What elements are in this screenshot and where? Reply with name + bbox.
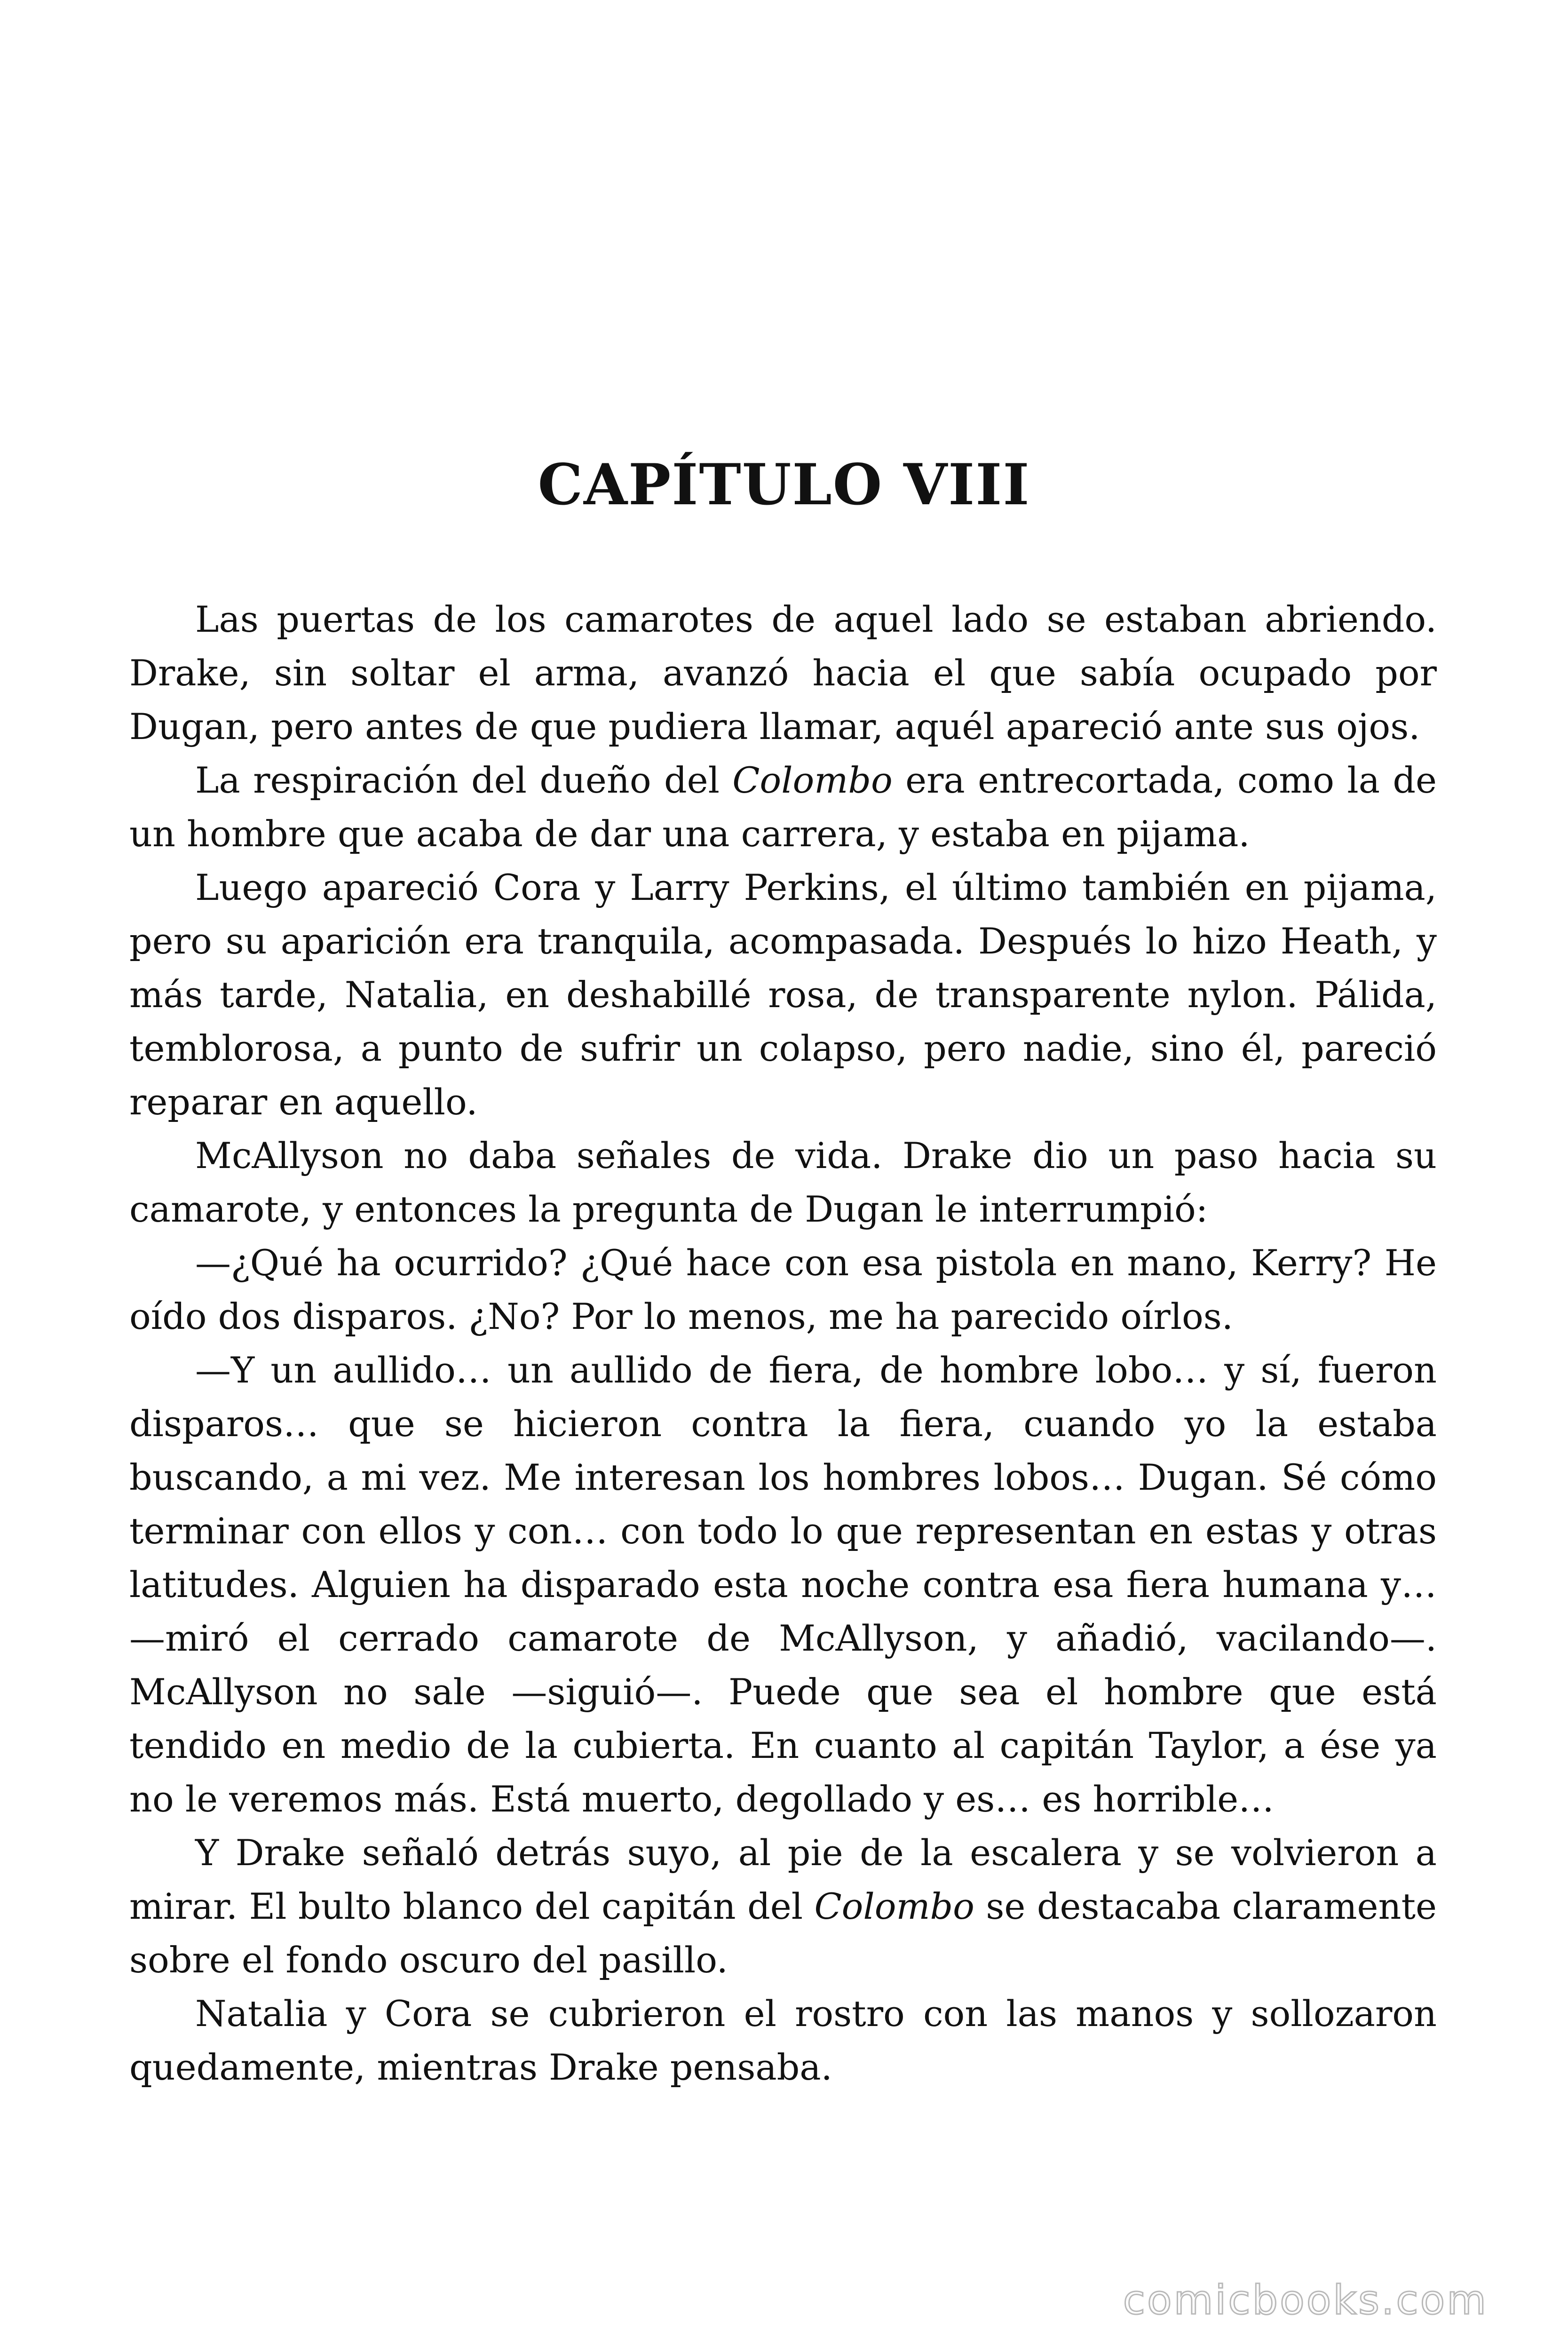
- chapter-title: CAPÍTULO VIII: [538, 452, 1030, 518]
- paragraph: Natalia y Cora se cubrieron el rostro con las manos y sollozaron quedamente, mientras Drake pensaba.: [129, 1993, 1437, 2088]
- paragraph: Y Drake señaló detrás suyo, al pie de la escalera y se volvieron a mirar. El bulto blanco del capitán del Colombo se destacaba claramente sobre el fondo oscuro del pasillo.: [129, 1832, 1437, 1981]
- paragraph: McAllyson no daba señales de vida. Drake dio un paso hacia su camarote, y entonces la pregunta de Dugan le interrumpió:: [129, 1135, 1437, 1230]
- paragraph: —Y un aullido… un aullido de fiera, de hombre lobo… y sí, fueron disparos… que se hicieron contra la fiera, cuando yo la estaba buscando, a mi vez. Me interesan los hombres lobos… Dugan. Sé cómo terminar con ellos y con… con todo lo que representan en estas y otras latitudes. Alguien ha disparado esta noche contra esa fiera humana y… —miró el cerrado camarote de McAllyson, y añadió, vacilando—. McAllyson no sale —siguió—. Puede que sea el hombre que está tendido en medio de la cubierta. En cuanto al capitán Taylor, a ése ya no le veremos más. Está muerto, degollado y es… es horrible…: [129, 1349, 1437, 1820]
- ship-name: Colombo: [814, 1885, 974, 1927]
- paragraph: La respiración del dueño del Colombo era entrecortada, como la de un hombre que acaba de dar una carrera, y estaba en pijama.: [129, 759, 1437, 855]
- paragraph: Luego apareció Cora y Larry Perkins, el último también en pijama, pero su aparición era tranquila, acompasada. Después lo hizo Heath, y más tarde, Natalia, en deshabillé rosa, de transparente nylon. Pálida, temblorosa, a punto de sufrir un colapso, pero nadie, sino él, pareció reparar en aquello.: [129, 866, 1437, 1123]
- watermark: comicbooks.com: [1123, 2277, 1488, 2324]
- paragraph: —¿Qué ha ocurrido? ¿Qué hace con esa pistola en mano, Kerry? He oído dos disparos. ¿No? Por lo menos, me ha parecido oírlos.: [129, 1242, 1437, 1337]
- chapter-body: [129, 593, 1437, 2094]
- paragraph: Las puertas de los camarotes de aquel lado se estaban abriendo. Drake, sin soltar el arma, avanzó hacia el que sabía ocupado por Dugan, pero antes de que pudiera llamar, aquél apareció ante sus ojos.: [129, 598, 1437, 747]
- ship-name: Colombo: [732, 759, 893, 801]
